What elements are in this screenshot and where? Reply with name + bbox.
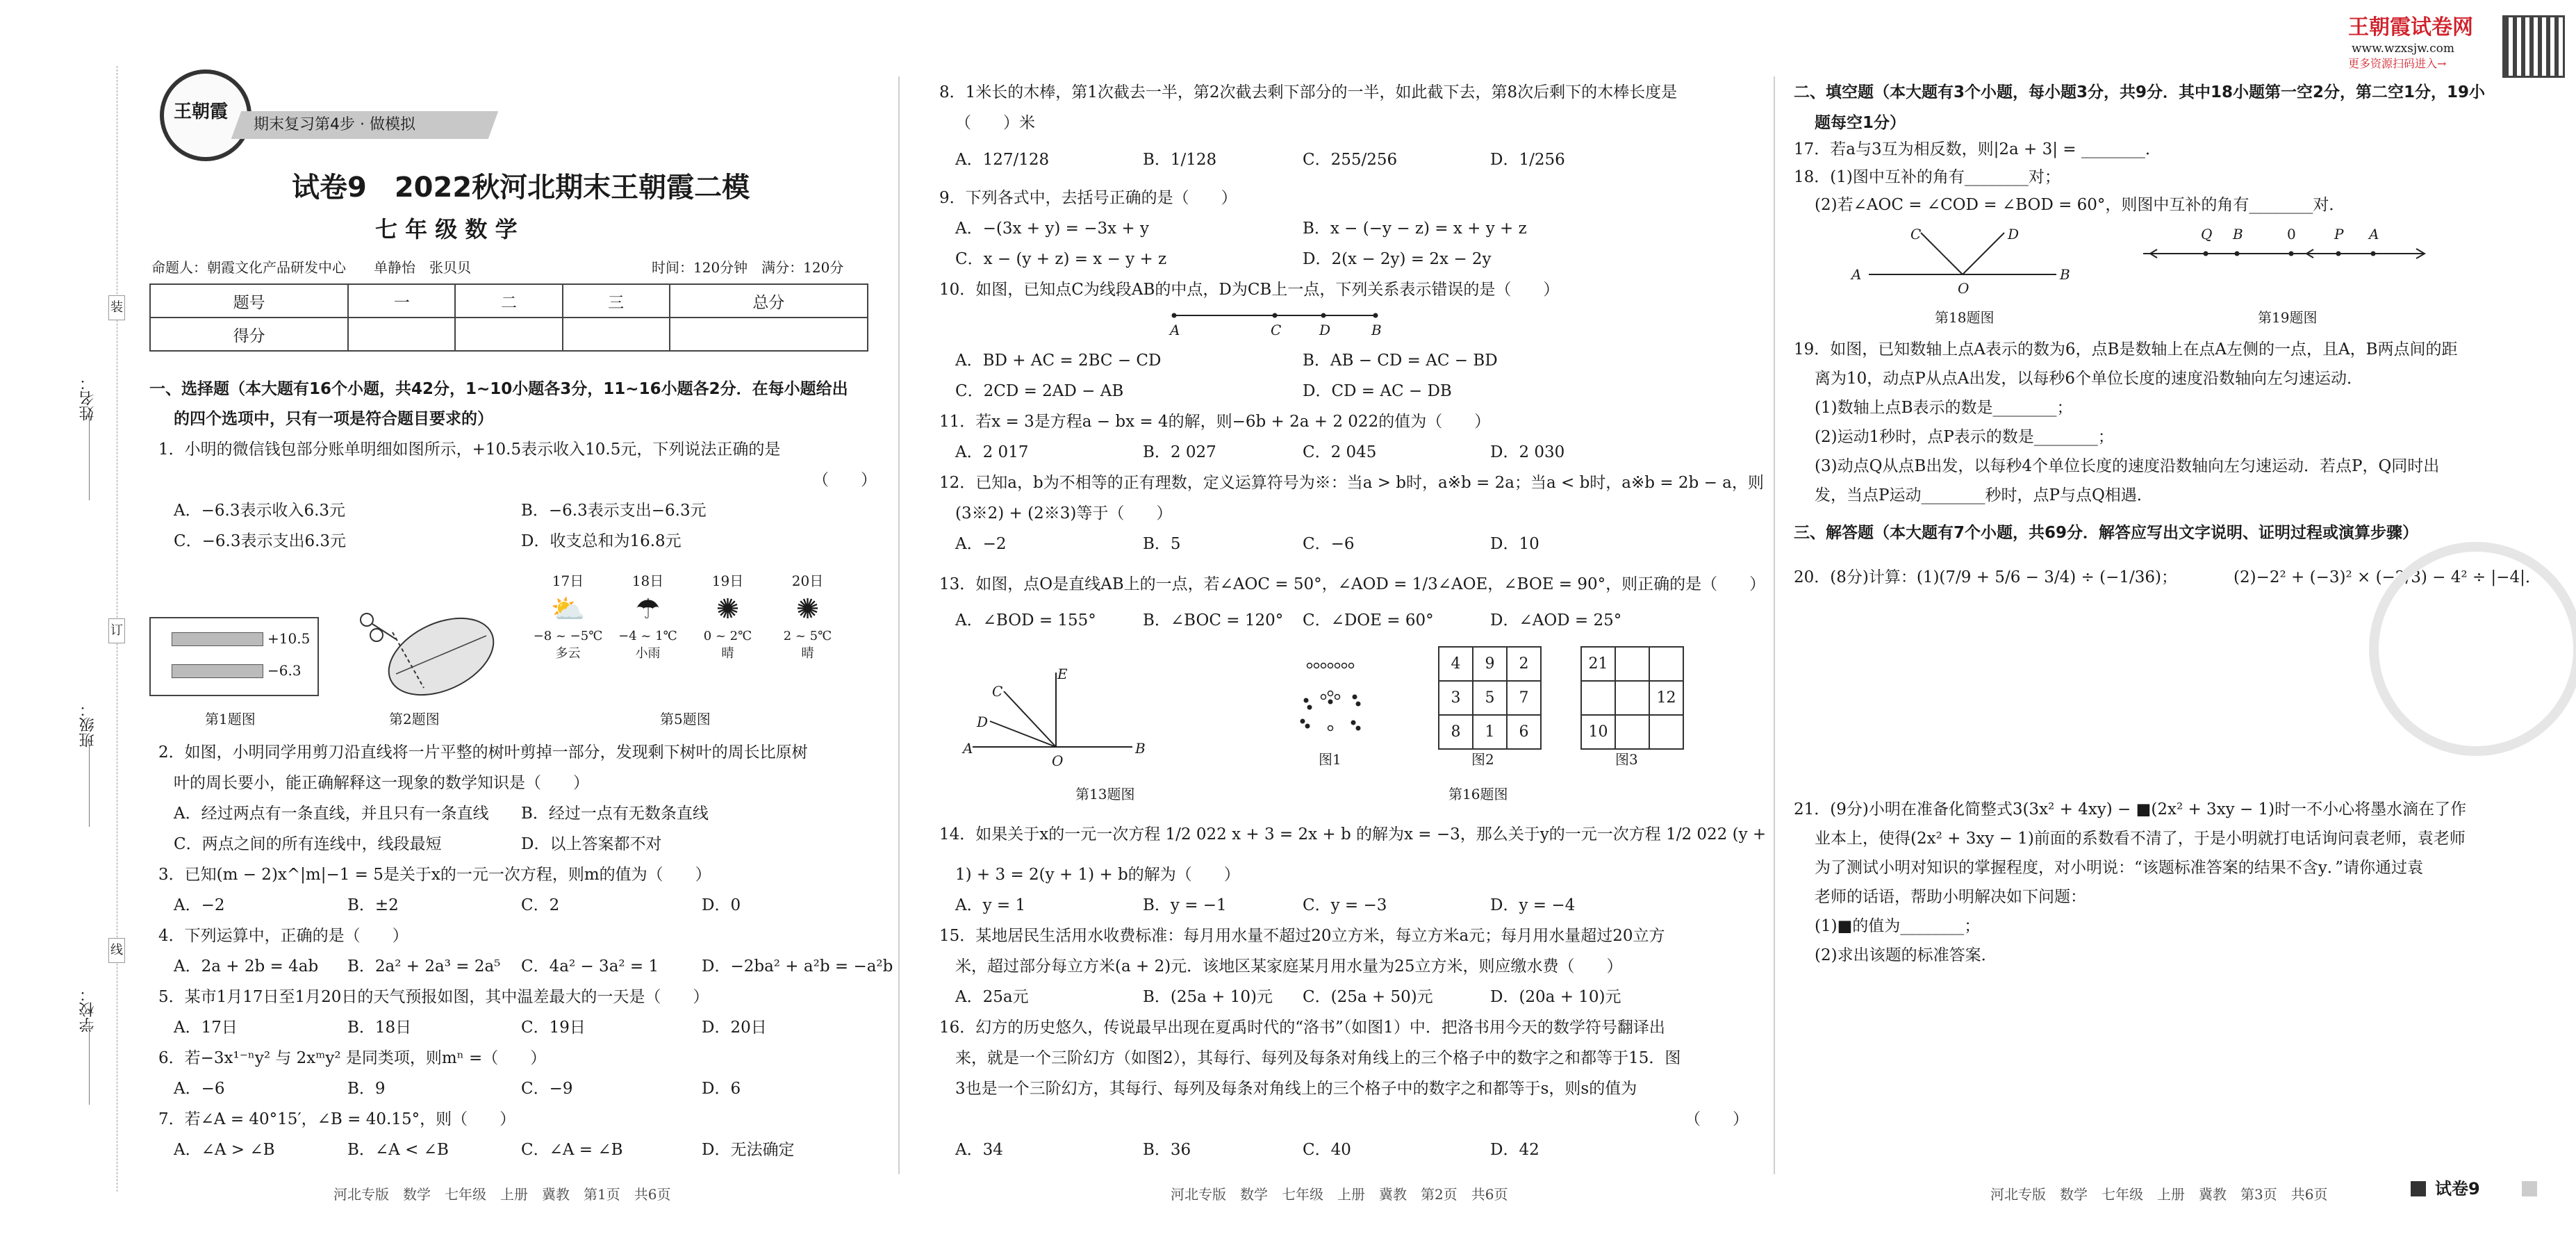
q12-text: 12．已知a，b为不相等的正有理数，定义运算符号为※：当a > b时，a※b = 2a；当a < b时，a※b = 2b − a，则 — [939, 474, 1764, 492]
fig5-caption: 第5题图 — [660, 711, 711, 727]
luoshu-dot — [1349, 664, 1354, 668]
q1-option-b: B．−6.3表示支出−6.3元 — [521, 502, 707, 520]
point-b — [2235, 252, 2240, 256]
q12-option-a: A．−2 — [955, 535, 1007, 553]
q5-option-d: D．20日 — [702, 1019, 767, 1037]
exam-authors: 命题人：朝霞文化产品研发中心 单静怡 张贝贝 — [151, 259, 471, 276]
page-tag-end — [2522, 1181, 2537, 1196]
q16-option-c: C．40 — [1303, 1141, 1351, 1159]
exam-time: 时间：120分钟 满分：120分 — [652, 259, 844, 276]
luoshu-dot — [1307, 664, 1312, 668]
q10-option-a: A．BD + AC = 2BC − CD — [955, 352, 1162, 370]
exam-subtitle: 七 年 级 数 学 — [375, 216, 518, 242]
q1-option-a: A．−6.3表示收入6.3元 — [174, 502, 346, 520]
fig16-caption: 第16题图 — [1448, 786, 1508, 802]
page-3-footer: 河北专版 数学 七年级 上册 冀教 第3页 共6页 — [1990, 1186, 2328, 1203]
q17-text: 17．若a与3互为相反数，则|2a + 3| = ________． — [1794, 140, 2161, 158]
grid-cell — [1649, 715, 1683, 749]
grid-cell — [1615, 715, 1649, 749]
score-table — [149, 283, 868, 352]
rain-icon: ☂ — [635, 593, 661, 625]
score-header: 总分 — [670, 284, 868, 318]
grid-cell — [1649, 647, 1683, 681]
logo-seal — [160, 69, 251, 161]
point-b — [1373, 313, 1378, 318]
fig13-label-d: D — [977, 714, 989, 730]
q11-option-d: D．2 030 — [1490, 443, 1565, 461]
fig5-weather — [528, 570, 848, 702]
q6-text: 6．若−3x¹⁻ⁿy² 与 2xᵐy² 是同类项，则mⁿ =（ ） — [158, 1049, 547, 1067]
q13-option-c: C．∠DOE = 60° — [1303, 611, 1434, 629]
qr-code-icon[interactable] — [2502, 15, 2565, 78]
luoshu-dot — [1351, 721, 1356, 725]
class-label: 班级： — [79, 702, 97, 748]
q16-option-d: D．42 — [1490, 1141, 1539, 1159]
sun-icon: ✺ — [795, 593, 820, 625]
score-header: 三 — [563, 284, 670, 318]
q11-text: 11．若x = 3是方程a − bx = 4的解，则−6b + 2a + 2 022的值为（ ） — [939, 413, 1491, 431]
label-d: D — [1319, 322, 1331, 338]
fig13-label-e: E — [1057, 666, 1068, 682]
q2-option-a: A．经过两点有一条直线，并且只有一条直线 — [174, 805, 489, 823]
q6-option-b: B．9 — [347, 1080, 386, 1098]
scissors-handle — [361, 614, 373, 626]
point-q — [2204, 252, 2208, 256]
page-1-footer: 河北专版 数学 七年级 上册 冀教 第1页 共6页 — [333, 1186, 671, 1203]
fig18-label-d: D — [2008, 226, 2020, 242]
q3-option-c: C．2 — [521, 896, 560, 914]
q13-text: 13．如图，点O是直线AB上的一点，若∠AOC = 50°，∠AOD = 1/3∠AOE，∠BOE = 90°，则正确的是（ ） — [939, 575, 1766, 593]
luoshu-dot — [1307, 705, 1312, 710]
magic-square-3 — [1580, 646, 1684, 750]
grid-cell: 1 — [1473, 715, 1507, 749]
grid-cell: 10 — [1581, 715, 1615, 749]
fig19-caption: 第19题图 — [2258, 309, 2318, 326]
fig18-label-c: C — [1910, 226, 1922, 242]
q3-option-d: D．0 — [702, 896, 741, 914]
ray-od — [990, 721, 1056, 747]
ray-oc — [1921, 233, 1963, 274]
weather-day — [688, 570, 768, 661]
q6-option-a: A．−6 — [174, 1080, 225, 1098]
fig19-label-q: Q — [2201, 226, 2213, 242]
q19-part3-cont: 发，当点P运动________秒时，点P与点Q相遇． — [1815, 486, 2153, 504]
q5-option-b: B．18日 — [347, 1019, 412, 1037]
score-row-label: 得分 — [150, 318, 348, 351]
q19-text: 19．如图，已知数轴上点A表示的数为6，点B是数轴上在点A左侧的一点，且A，B两点间的距 — [1794, 340, 2458, 359]
paper-tag: 试卷9 — [2435, 1179, 2480, 1199]
score-header: 一 — [348, 284, 455, 318]
weather-desc: 小雨 — [635, 646, 661, 661]
luoshu-dot — [1342, 664, 1347, 668]
luoshu-dot — [1321, 695, 1326, 700]
q14-option-d: D．y = −4 — [1490, 896, 1576, 914]
score-cell[interactable] — [348, 318, 455, 351]
q7-option-b: B．∠A < ∠B — [347, 1141, 449, 1159]
q15-option-b: B．(25a + 10)元 — [1143, 988, 1273, 1006]
fig13-angles — [966, 660, 1146, 764]
grid-cell: 3 — [1439, 681, 1473, 715]
q16-text: 16．幻方的历史悠久，传说最早出现在夏禹时代的“洛书”（如图1）中．把洛书用今天的数学符号翻译出 — [939, 1019, 1665, 1037]
q15-option-d: D．(20a + 10)元 — [1490, 988, 1621, 1006]
q1-option-c: C．−6.3表示支出6.3元 — [174, 532, 347, 550]
fig1-bar-income — [172, 632, 263, 646]
weather-temp: −8 ~ −5℃ — [533, 629, 603, 643]
q5-option-a: A．17日 — [174, 1019, 238, 1037]
q21-text-cont-3: 老师的话语，帮助小明解决如下问题： — [1815, 888, 2086, 906]
weather-temp: −4 ~ 1℃ — [618, 629, 677, 643]
q5-option-c: C．19日 — [521, 1019, 586, 1037]
q16-option-b: B．36 — [1143, 1141, 1191, 1159]
section-2-title: 二、填空题（本大题有3个小题，每小题3分，共9分．其中18小题第一空2分，第二空1分，19小 — [1794, 83, 2486, 101]
q7-option-c: C．∠A = ∠B — [521, 1141, 623, 1159]
page-tag-icon — [2411, 1181, 2426, 1196]
q20-part1: 20．(8分)计算：(1)(7/9 + 5/6 − 3/4) ÷ (−1/36)； — [1794, 568, 2177, 586]
fig1-bar-expense — [172, 664, 263, 678]
q9-option-b: B．x − (−y − z) = x + y + z — [1303, 220, 1527, 238]
fig16-luoshu — [1292, 659, 1369, 735]
fig2-leaf-scissors — [354, 604, 500, 702]
q3-option-a: A．−2 — [174, 896, 225, 914]
luoshu-dot — [1335, 664, 1340, 668]
q14-option-c: C．y = −3 — [1303, 896, 1387, 914]
grid-cell: 5 — [1473, 681, 1507, 715]
column-divider-2 — [1774, 76, 1775, 1174]
grid-cell — [1615, 681, 1649, 715]
column-divider-1 — [898, 76, 900, 1174]
q15-option-a: A．25a元 — [955, 988, 1029, 1006]
section-2-title-cont: 题每空1分） — [1815, 114, 1906, 132]
luoshu-dot — [1353, 695, 1357, 700]
q7-option-d: D．无法确定 — [702, 1141, 795, 1159]
grid-cell: 12 — [1649, 681, 1683, 715]
section-1-title-cont: 的四个选项中，只有一项是符合题目要求的） — [174, 410, 493, 428]
q19-text-cont: 离为10，动点P从点A出发，以每秒6个单位长度的速度沿数轴向左匀速运动． — [1815, 370, 2363, 388]
cloudy-icon: ⛅ — [550, 593, 586, 625]
fig19-label-b: B — [2233, 226, 2243, 242]
q2-option-c: C．两点之间的所有连线中，线段最短 — [174, 835, 442, 853]
q12-text-cont: (3※2) + (2※3)等于（ ） — [955, 504, 1173, 522]
section-1-title: 一、选择题（本大题有16个小题，共42分，1~10小题各3分，11~16小题各2分．在每小题给出 — [149, 380, 848, 398]
luoshu-dot — [1328, 726, 1333, 731]
q4-option-a: A．2a + 2b = 4ab — [174, 957, 319, 976]
q10-option-d: D．CD = AC − DB — [1303, 382, 1452, 400]
q12-option-c: C．−6 — [1303, 535, 1355, 553]
q11-option-c: C．2 045 — [1303, 443, 1377, 461]
q11-option-a: A．2 017 — [955, 443, 1029, 461]
q3-option-b: B．±2 — [347, 896, 399, 914]
q13-option-d: D．∠AOD = 25° — [1490, 611, 1622, 629]
weather-date: 20日 — [791, 573, 824, 589]
q15-option-c: C．(25a + 50)元 — [1303, 988, 1433, 1006]
fig19-label-p: P — [2334, 226, 2344, 242]
q7-option-a: A．∠A > ∠B — [174, 1141, 275, 1159]
label-a: A — [1170, 322, 1180, 338]
weather-desc: 晴 — [801, 646, 814, 661]
luoshu-dot — [1335, 695, 1340, 700]
q8-text-cont: （ ）米 — [955, 114, 1035, 132]
score-header: 题号 — [150, 284, 348, 318]
grid-cell: 4 — [1439, 647, 1473, 681]
q16-option-a: A．34 — [955, 1141, 1003, 1159]
q21-text: 21．(9分)小明在准备化简整式3(3x² + 4xy) − ■(2x² + 3xy − 1)时一不小心将墨水滴在了作 — [1794, 800, 2467, 818]
q15-text: 15．某地居民生活用水收费标准：每月用水量不超过20立方米，每立方米a元；每月用水量超过20立方 — [939, 927, 1665, 945]
luoshu-dot — [1356, 726, 1361, 731]
q16-text-cont-2: 3也是一个三阶幻方，其每行、每列及每条对角线上的三个格子中的数字之和都等于s，则s的值为 — [955, 1080, 1637, 1098]
margin-mark-2: 订 — [108, 618, 125, 643]
fig13-label-c: C — [992, 683, 1003, 700]
q21-part1: (1)■的值为________； — [1815, 917, 1981, 935]
weather-date: 19日 — [711, 573, 744, 589]
ray-oc — [1004, 691, 1056, 747]
margin-mark-3: 线 — [108, 938, 125, 963]
school-label: 学校： — [79, 987, 97, 1032]
step-banner: 期末复习第4步 · 做模拟 — [254, 116, 415, 133]
q4-option-d: D．−2ba² + a²b = −a²b — [702, 957, 893, 976]
q21-part2: (2)求出该题的标准答案． — [1815, 946, 1997, 964]
weather-desc: 晴 — [721, 646, 734, 661]
fig1-expense-label: −6.3 — [267, 662, 302, 679]
q3-text: 3．已知(m − 2)x^|m|−1 = 5是关于x的一元一次方程，则m的值为（ ） — [158, 866, 711, 884]
q5-text: 5．某市1月17日至1月20日的天气预报如图，其中温差最大的一天是（ ） — [158, 988, 709, 1006]
score-cell[interactable] — [670, 318, 868, 351]
fig18-label-a: A — [1851, 266, 1862, 283]
site-name: 王朝霞试卷网 — [2348, 15, 2473, 40]
q7-text: 7．若∠A = 40°15′，∠B = 40.15°，则（ ） — [158, 1110, 516, 1128]
q2-text: 2．如图，小明同学用剪刀沿直线将一片平整的树叶剪掉一部分，发现剩下树叶的周长比原树 — [158, 743, 808, 762]
exam-title: 试卷9 2022秋河北期末王朝霞二模 — [292, 172, 750, 204]
q21-text-cont: 业本上，使得(2x² + 3xy − 1)前面的系数看不清了，于是小明就打电话询问袁老师，袁老师 — [1815, 830, 2466, 848]
q9-text: 9．下列各式中，去括号正确的是（ ） — [939, 189, 1237, 207]
q10-option-c: C．2CD = 2AD − AB — [955, 382, 1124, 400]
fig19-number-line — [2140, 240, 2431, 267]
grid-cell: 6 — [1507, 715, 1541, 749]
magic-square-2 — [1438, 646, 1542, 750]
q12-option-b: B．5 — [1143, 535, 1181, 553]
luoshu-dot — [1304, 698, 1309, 703]
fig1-wallet-box — [149, 617, 319, 696]
q6-option-d: D．6 — [702, 1080, 741, 1098]
q2-option-d: D．以上答案都不对 — [521, 835, 662, 853]
page-1 — [0, 0, 896, 1243]
ray-od — [1963, 233, 2004, 274]
name-label: 姓名： — [79, 375, 97, 421]
grid-cell: 9 — [1473, 647, 1507, 681]
q9-option-a: A．−(3x + y) = −3x + y — [955, 220, 1149, 238]
q21-text-cont-2: 为了测试小明对知识的掌握程度，对小明说：“该题标准答案的结果不含y．”请你通过袁 — [1815, 859, 2424, 877]
point-a — [2371, 252, 2376, 256]
q8-option-b: B．1/128 — [1143, 151, 1217, 169]
sun-icon: ✺ — [716, 593, 740, 625]
q16-answer-paren: （ ） — [1685, 1110, 1749, 1128]
q8-option-d: D．1/256 — [1490, 151, 1565, 169]
scissors-blade — [372, 624, 396, 639]
q16-text-cont: 来，就是一个三阶幻方（如图2），其每行、每列及每条对角线上的三个格子中的数字之和都等于15．图 — [955, 1049, 1681, 1067]
point-p — [2336, 252, 2341, 256]
fig19-label-a: A — [2369, 226, 2379, 242]
logo-text: 王朝霞 — [174, 101, 229, 122]
page-2 — [903, 0, 1772, 1243]
q10-text: 10．如图，已知点C为线段AB的中点，D为CB上一点，下列关系表示错误的是（ ） — [939, 281, 1560, 299]
fig1-income-label: +10.5 — [267, 630, 311, 647]
score-header: 二 — [455, 284, 562, 318]
page-2-footer: 河北专版 数学 七年级 上册 冀教 第2页 共6页 — [1171, 1186, 1508, 1203]
q4-option-b: B．2a² + 2a³ = 2a⁵ — [347, 957, 501, 976]
q10-option-b: B．AB − CD = AC − BD — [1303, 352, 1498, 370]
q1-answer-paren: （ ） — [813, 471, 877, 489]
q18-part1: 18．(1)图中互补的角有________对； — [1794, 168, 2061, 186]
luoshu-dot — [1314, 664, 1319, 668]
point-c — [1273, 313, 1278, 318]
q8-text: 8．1米长的木棒，第1次截去一半，第2次截去剩下部分的一半，如此截下去，第8次后剩下的木棒长度是 — [939, 83, 1678, 101]
grid-cell — [1581, 681, 1615, 715]
q14-text-cont: 1) + 3 = 2(y + 1) + b的解为（ ） — [955, 866, 1240, 884]
luoshu-dot — [1328, 700, 1333, 705]
luoshu-dot — [1321, 664, 1326, 668]
fig19-label-zero: 0 — [2287, 226, 2296, 242]
q8-option-c: C．255/256 — [1303, 151, 1398, 169]
point-a — [1172, 313, 1177, 318]
grid-cell: 21 — [1581, 647, 1615, 681]
grid-cell: 2 — [1507, 647, 1541, 681]
fig13-caption: 第13题图 — [1075, 786, 1135, 802]
weather-date: 17日 — [552, 573, 584, 589]
fig16-caption-1: 图1 — [1319, 751, 1341, 768]
score-cell[interactable] — [455, 318, 562, 351]
q15-text-cont: 米，超过部分每立方米(a + 2)元．该地区某家庭某月用水量为25立方米，则应缴水费（ ） — [955, 957, 1623, 976]
q14-text: 14．如果关于x的一元一次方程 1/2 022 x + 3 = 2x + b 的解为x = −3，那么关于y的一元一次方程 1/2 022 (y + — [939, 825, 1767, 843]
site-tip: 更多资源扫码进入→ — [2348, 57, 2447, 70]
label-c: C — [1271, 322, 1282, 338]
q4-text: 4．下列运算中，正确的是（ ） — [158, 927, 408, 945]
luoshu-dot — [1328, 691, 1333, 696]
luoshu-dot — [1356, 702, 1361, 707]
luoshu-dot — [1328, 664, 1333, 668]
fig18-caption: 第18题图 — [1935, 309, 1995, 326]
fig13-label-o: O — [1052, 752, 1064, 769]
site-url: www.wzxsjw.com — [2352, 42, 2454, 56]
fig13-label-b: B — [1135, 740, 1146, 757]
luoshu-dot — [1301, 719, 1305, 724]
q6-option-c: C．−9 — [521, 1080, 573, 1098]
q14-option-a: A．y = 1 — [955, 896, 1026, 914]
q19-part1: (1)数轴上点B表示的数是________； — [1815, 399, 2073, 417]
weather-temp: 2 ~ 5℃ — [783, 629, 832, 643]
watermark-seal-icon — [2369, 542, 2576, 756]
q2-option-b: B．经过一点有无数条直线 — [521, 805, 709, 823]
q18-part2: (2)若∠AOC = ∠COD = ∠BOD = 60°，则图中互补的角有________对． — [1815, 196, 2345, 214]
scissors-handle — [370, 629, 383, 641]
weather-desc: 多云 — [555, 646, 581, 661]
weather-temp: 0 ~ 2℃ — [703, 629, 752, 643]
q12-option-d: D．10 — [1490, 535, 1539, 553]
fig13-label-a: A — [963, 740, 973, 757]
q4-option-c: C．4a² − 3a² = 1 — [521, 957, 659, 976]
label-b: B — [1371, 322, 1382, 338]
grid-cell: 8 — [1439, 715, 1473, 749]
q20-part2: (2)−2² + (−3)² × (−2/3) − 4² ÷ |−4|． — [2234, 568, 2541, 586]
point-d — [1321, 313, 1326, 318]
q19-part2: (2)运动1秒时，点P表示的数是________； — [1815, 428, 2114, 446]
q9-option-d: D．2(x − 2y) = 2x − 2y — [1303, 250, 1492, 268]
weather-day — [768, 570, 848, 661]
weather-date: 18日 — [631, 573, 664, 589]
fig18-label-o: O — [1958, 280, 1970, 297]
section-3-title: 三、解答题（本大题有7个小题，共69分．解答应写出文字说明、证明过程或演算步骤） — [1794, 524, 2419, 542]
q13-option-a: A．∠BOD = 155° — [955, 611, 1096, 629]
q19-part3: (3)动点Q从点B出发，以每秒4个单位长度的速度沿数轴向左匀速运动．若点P，Q同时出 — [1815, 457, 2440, 475]
fig2-caption: 第2题图 — [389, 711, 440, 727]
q1-option-d: D．收支总和为16.8元 — [521, 532, 682, 550]
luoshu-dot — [1305, 724, 1310, 729]
weather-day — [608, 570, 688, 661]
page-3 — [1778, 0, 2570, 1243]
q1-text: 1．小明的微信钱包部分账单明细如图所示，+10.5表示收入10.5元，下列说法正确的是 — [158, 441, 781, 459]
grid-cell — [1615, 647, 1649, 681]
leaf-shape — [377, 604, 500, 702]
weather-day — [528, 570, 608, 661]
fig18-label-b: B — [2060, 266, 2070, 283]
q9-option-c: C．x − (y + z) = x − y + z — [955, 250, 1167, 268]
q14-option-b: B．y = −1 — [1143, 896, 1227, 914]
fig1-caption: 第1题图 — [205, 711, 256, 727]
score-cell[interactable] — [563, 318, 670, 351]
q2-text-cont: 叶的周长要小，能正确解释这一现象的数学知识是（ ） — [174, 774, 589, 792]
fig16-caption-2: 图2 — [1471, 751, 1494, 768]
margin-mark-1: 装 — [108, 295, 125, 320]
q13-option-b: B．∠BOC = 120° — [1143, 611, 1284, 629]
grid-cell: 7 — [1507, 681, 1541, 715]
q8-option-a: A．127/128 — [955, 151, 1050, 169]
point-zero — [2289, 252, 2294, 256]
fig16-caption-3: 图3 — [1615, 751, 1638, 768]
q11-option-b: B．2 027 — [1143, 443, 1216, 461]
